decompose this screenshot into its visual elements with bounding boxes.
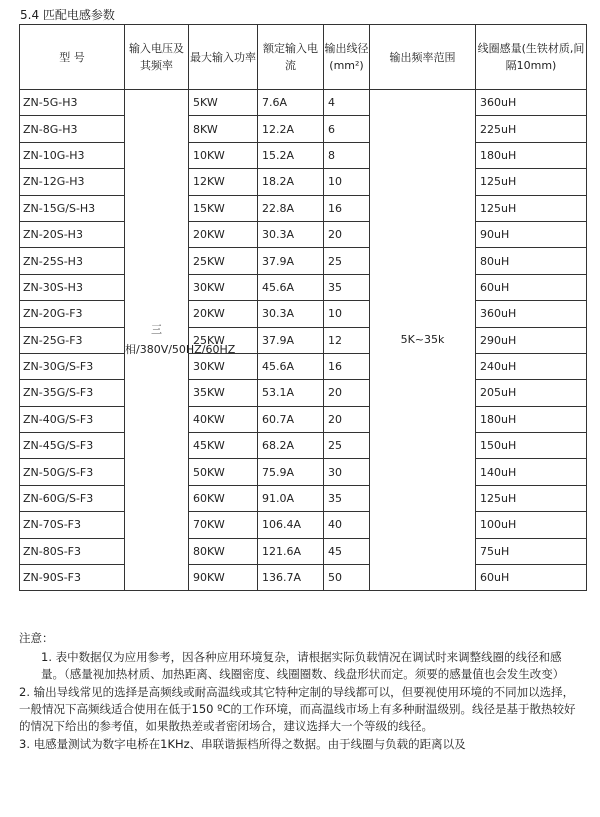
table-row xyxy=(20,512,587,538)
cell-max-power: 12KW xyxy=(189,169,258,195)
cell-wire-gauge: 20 xyxy=(324,221,370,247)
table-row xyxy=(20,406,587,432)
cell-wire-gauge: 4 xyxy=(324,90,370,116)
cell-wire-gauge: 6 xyxy=(324,116,370,142)
cell-coil-inductance: 100uH xyxy=(476,512,587,538)
cell-model: ZN-40G/S-F3 xyxy=(20,406,125,432)
cell-model: ZN-20S-H3 xyxy=(20,221,125,247)
cell-rated-current: 75.9A xyxy=(258,459,324,485)
note-item: 2. 输出导线常见的选择是高频线或耐高温线或其它特种定制的导线都可以，但要视使用环境的不同加以选择，一般情况下高频线适合使用在低于150 ºC的工作环境，而高温线市场上有多种耐温级别。线径是基于散热较好的情况下给出的参考值，如果散热差或者密闭场合，建议选择大一个等级的线径。 xyxy=(19,685,576,733)
cell-coil-inductance: 80uH xyxy=(476,248,587,274)
table-row xyxy=(20,565,587,591)
cell-model: ZN-70S-F3 xyxy=(20,512,125,538)
table-row xyxy=(20,353,587,379)
cell-coil-inductance: 180uH xyxy=(476,142,587,168)
cell-input-voltage: 三相/380V/50HZ/60HZ xyxy=(125,90,189,591)
cell-rated-current: 37.9A xyxy=(258,327,324,353)
cell-rated-current: 68.2A xyxy=(258,433,324,459)
cell-coil-inductance: 125uH xyxy=(476,169,587,195)
cell-max-power: 50KW xyxy=(189,459,258,485)
cell-rated-current: 22.8A xyxy=(258,195,324,221)
cell-wire-gauge: 25 xyxy=(324,433,370,459)
table-row xyxy=(20,90,587,116)
cell-max-power: 10KW xyxy=(189,142,258,168)
cell-rated-current: 30.3A xyxy=(258,221,324,247)
table-row xyxy=(20,301,587,327)
cell-model: ZN-5G-H3 xyxy=(20,90,125,116)
inductance-parameter-table xyxy=(19,24,587,591)
note-item: 1. 表中数据仅为应用参考，因各种应用环境复杂，请根据实际负载情况在调试时来调整线圈的线径和感量。（感量视加热材质、加热距离、线圈密度、线圈圈数、线盘形状而定。须要的感量值也会发生改变） xyxy=(41,650,565,681)
cell-coil-inductance: 290uH xyxy=(476,327,587,353)
cell-coil-inductance: 360uH xyxy=(476,90,587,116)
cell-max-power: 35KW xyxy=(189,380,258,406)
table-row xyxy=(20,169,587,195)
cell-max-power: 5KW xyxy=(189,90,258,116)
cell-wire-gauge: 45 xyxy=(324,538,370,564)
cell-wire-gauge: 35 xyxy=(324,485,370,511)
table-row xyxy=(20,433,587,459)
note-item: 3. 电感量测试为数字电桥在1KHz、串联谐振档所得之数据。由于线圈与负载的距离以及 xyxy=(19,737,466,751)
cell-max-power: 30KW xyxy=(189,353,258,379)
cell-max-power: 8KW xyxy=(189,116,258,142)
cell-rated-current: 91.0A xyxy=(258,485,324,511)
cell-wire-gauge: 12 xyxy=(324,327,370,353)
cell-rated-current: 136.7A xyxy=(258,565,324,591)
cell-coil-inductance: 180uH xyxy=(476,406,587,432)
cell-model: ZN-25S-H3 xyxy=(20,248,125,274)
cell-max-power: 25KW xyxy=(189,327,258,353)
cell-coil-inductance: 360uH xyxy=(476,301,587,327)
header-rated-current: 额定输入电流 xyxy=(258,25,324,90)
cell-model: ZN-15G/S-H3 xyxy=(20,195,125,221)
cell-coil-inductance: 90uH xyxy=(476,221,587,247)
header-output-frequency: 输出频率范围 xyxy=(370,25,476,90)
cell-rated-current: 30.3A xyxy=(258,301,324,327)
cell-rated-current: 15.2A xyxy=(258,142,324,168)
cell-coil-inductance: 60uH xyxy=(476,565,587,591)
cell-model: ZN-8G-H3 xyxy=(20,116,125,142)
cell-rated-current: 45.6A xyxy=(258,274,324,300)
cell-coil-inductance: 140uH xyxy=(476,459,587,485)
cell-rated-current: 45.6A xyxy=(258,353,324,379)
cell-coil-inductance: 125uH xyxy=(476,195,587,221)
cell-wire-gauge: 50 xyxy=(324,565,370,591)
cell-model: ZN-50G/S-F3 xyxy=(20,459,125,485)
header-input-voltage: 输入电压及其频率 xyxy=(125,25,189,90)
cell-wire-gauge: 10 xyxy=(324,301,370,327)
cell-max-power: 80KW xyxy=(189,538,258,564)
header-coil-inductance: 线圈感量(生铁材质,间隔10mm) xyxy=(476,25,587,90)
cell-rated-current: 121.6A xyxy=(258,538,324,564)
cell-max-power: 40KW xyxy=(189,406,258,432)
cell-coil-inductance: 60uH xyxy=(476,274,587,300)
cell-rated-current: 7.6A xyxy=(258,90,324,116)
table-row xyxy=(20,195,587,221)
section-title: 5.4 匹配电感参数 xyxy=(20,8,115,22)
cell-wire-gauge: 25 xyxy=(324,248,370,274)
table-header-row xyxy=(20,25,587,90)
cell-rated-current: 60.7A xyxy=(258,406,324,432)
table-row xyxy=(20,485,587,511)
cell-rated-current: 53.1A xyxy=(258,380,324,406)
table-row xyxy=(20,538,587,564)
cell-wire-gauge: 20 xyxy=(324,406,370,432)
cell-model: ZN-20G-F3 xyxy=(20,301,125,327)
table-row xyxy=(20,221,587,247)
cell-model: ZN-60G/S-F3 xyxy=(20,485,125,511)
notes-section xyxy=(19,630,584,754)
cell-wire-gauge: 16 xyxy=(324,195,370,221)
table-row xyxy=(20,380,587,406)
cell-coil-inductance: 75uH xyxy=(476,538,587,564)
table-row xyxy=(20,459,587,485)
cell-max-power: 70KW xyxy=(189,512,258,538)
cell-max-power: 45KW xyxy=(189,433,258,459)
cell-coil-inductance: 225uH xyxy=(476,116,587,142)
cell-coil-inductance: 240uH xyxy=(476,353,587,379)
cell-coil-inductance: 150uH xyxy=(476,433,587,459)
cell-wire-gauge: 10 xyxy=(324,169,370,195)
cell-model: ZN-45G/S-F3 xyxy=(20,433,125,459)
cell-rated-current: 106.4A xyxy=(258,512,324,538)
cell-output-frequency: 5K~35k xyxy=(370,90,476,591)
cell-rated-current: 37.9A xyxy=(258,248,324,274)
cell-coil-inductance: 205uH xyxy=(476,380,587,406)
cell-max-power: 90KW xyxy=(189,565,258,591)
table-row xyxy=(20,248,587,274)
header-wire-gauge: 输出线径(mm²) xyxy=(324,25,370,90)
cell-model: ZN-30G/S-F3 xyxy=(20,353,125,379)
cell-max-power: 30KW xyxy=(189,274,258,300)
header-model: 型 号 xyxy=(20,25,125,90)
cell-wire-gauge: 8 xyxy=(324,142,370,168)
cell-max-power: 20KW xyxy=(189,301,258,327)
cell-wire-gauge: 16 xyxy=(324,353,370,379)
cell-model: ZN-35G/S-F3 xyxy=(20,380,125,406)
cell-wire-gauge: 35 xyxy=(324,274,370,300)
cell-max-power: 15KW xyxy=(189,195,258,221)
notes-heading: 注意： xyxy=(19,631,54,645)
cell-wire-gauge: 20 xyxy=(324,380,370,406)
cell-max-power: 20KW xyxy=(189,221,258,247)
table-row xyxy=(20,274,587,300)
cell-max-power: 60KW xyxy=(189,485,258,511)
cell-model: ZN-10G-H3 xyxy=(20,142,125,168)
cell-rated-current: 18.2A xyxy=(258,169,324,195)
cell-model: ZN-80S-F3 xyxy=(20,538,125,564)
cell-model: ZN-30S-H3 xyxy=(20,274,125,300)
cell-coil-inductance: 125uH xyxy=(476,485,587,511)
cell-model: ZN-12G-H3 xyxy=(20,169,125,195)
cell-wire-gauge: 40 xyxy=(324,512,370,538)
table-row xyxy=(20,142,587,168)
cell-model: ZN-90S-F3 xyxy=(20,565,125,591)
table-row xyxy=(20,116,587,142)
cell-max-power: 25KW xyxy=(189,248,258,274)
cell-wire-gauge: 30 xyxy=(324,459,370,485)
cell-rated-current: 12.2A xyxy=(258,116,324,142)
cell-model: ZN-25G-F3 xyxy=(20,327,125,353)
header-max-power: 最大输入功率 xyxy=(189,25,258,90)
table-row xyxy=(20,327,587,353)
